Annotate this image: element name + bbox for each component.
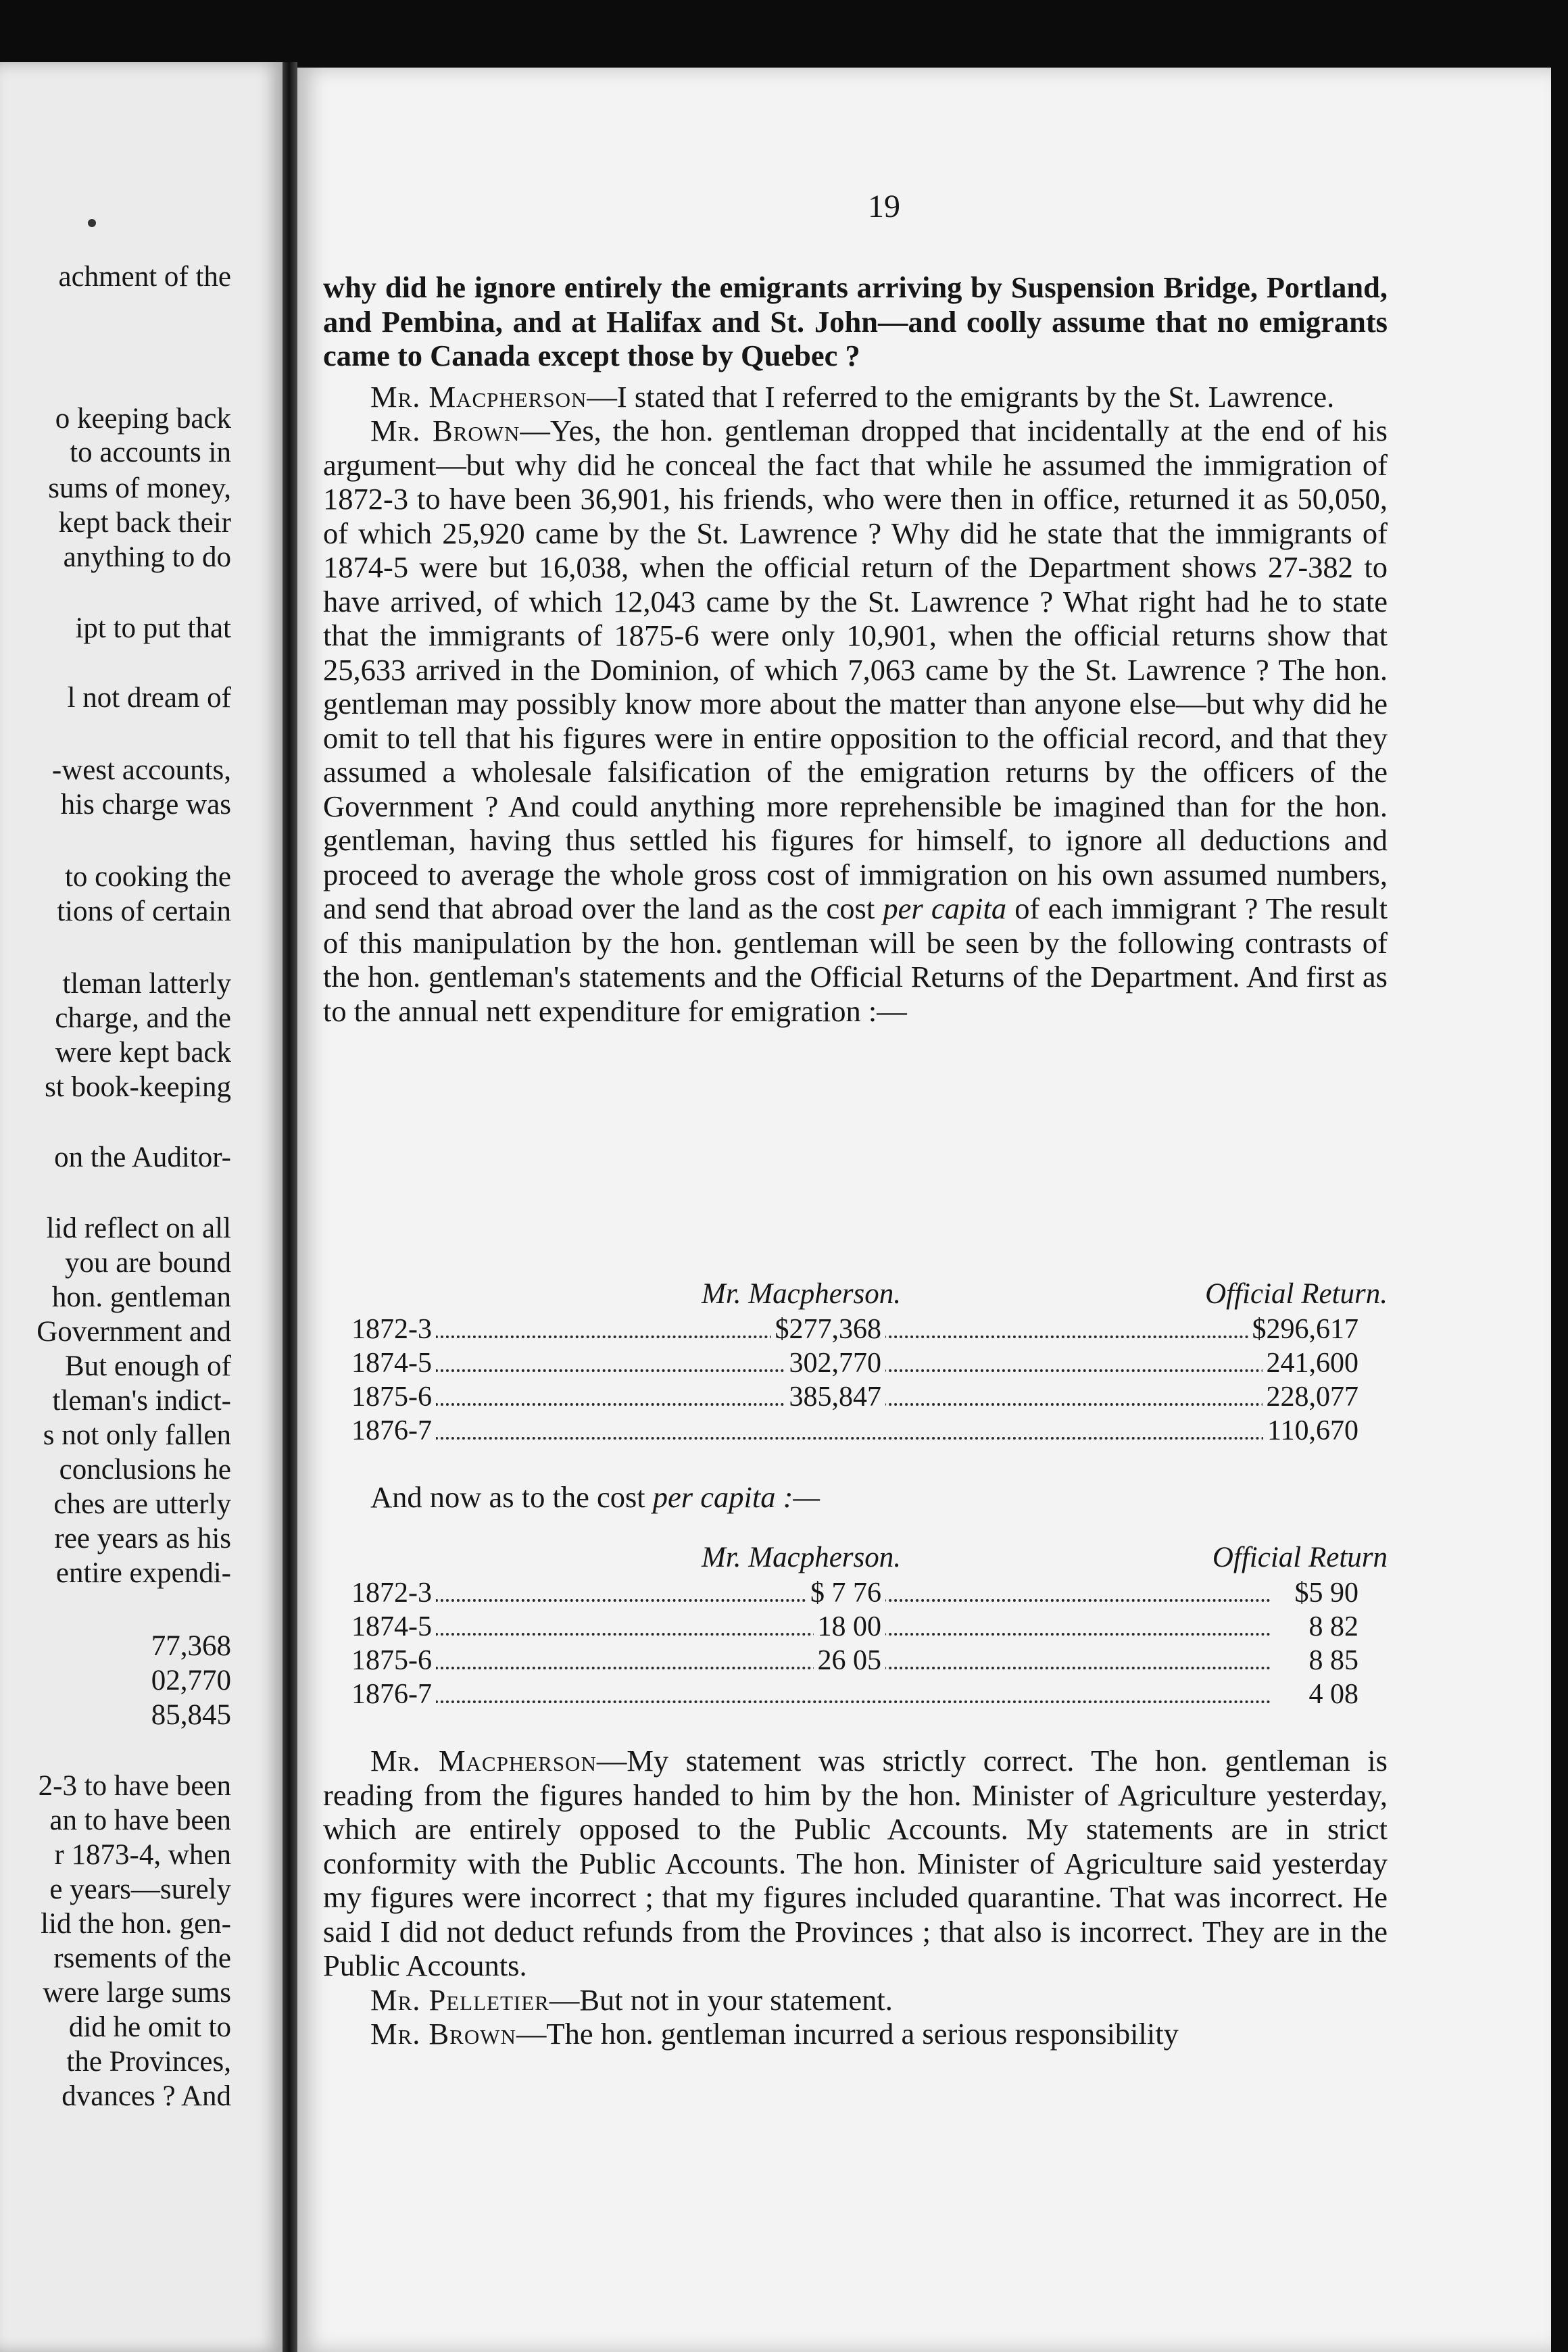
row-macpherson-value: $277,368 (771, 1313, 886, 1346)
left-page-fragment: charge, and the (55, 1002, 231, 1034)
left-page-fragment: anything to do (63, 541, 231, 573)
table-row (351, 1380, 1358, 1414)
table-row (351, 1414, 1358, 1448)
left-page-fragment: to cooking the (64, 861, 231, 893)
speaker-name: Mr. Pelletier (370, 1982, 549, 2017)
left-page-fragment: achment of the (58, 261, 231, 293)
leader-dots (419, 1437, 1271, 1440)
main-page (297, 68, 1551, 2352)
italic-term: per capita (883, 891, 1007, 925)
left-page-fragment: rsements of the (53, 1942, 231, 1974)
left-page-fragment: ches are utterly (53, 1488, 231, 1520)
left-page-fragment: the Provinces, (66, 2046, 231, 2078)
table2-header (323, 1541, 1388, 1576)
row-official-value: 241,600 (1263, 1346, 1359, 1380)
table1-header (323, 1277, 1388, 1313)
table1-col-official: Official Return. (1205, 1278, 1388, 1310)
row-official-value: $296,617 (1248, 1313, 1359, 1346)
left-page-fragment: e years—surely (49, 1873, 231, 1905)
speaker-name: Mr. Macpherson (370, 1744, 597, 1778)
left-page-fragment: ipt to put that (75, 612, 231, 644)
book-gutter (283, 62, 297, 2352)
left-page-fragment: Government and (36, 1316, 231, 1348)
table1-col-macpherson: Mr. Macpherson. (702, 1278, 901, 1310)
left-page-fragment: did he omit to (68, 2011, 231, 2043)
row-year: 1876-7 (351, 1677, 436, 1711)
row-official-value: 110,670 (1263, 1414, 1358, 1448)
left-page-fragment: tions of certain (57, 896, 231, 927)
speaker-name: Mr. Brown (370, 2017, 516, 2051)
left-page-fragment: 2-3 to have been (38, 1770, 231, 1802)
per-capita-table (351, 1576, 1358, 1711)
left-page-fragment: an to have been (49, 1805, 231, 1836)
left-page-fragment: 77,368 (151, 1630, 231, 1662)
left-page-fragment: st book-keeping (45, 1071, 231, 1103)
left-page-fragment: sums of money, (48, 472, 231, 504)
table-row (351, 1346, 1358, 1380)
left-page-fragment: tleman latterly (62, 968, 231, 1000)
left-facing-page (0, 62, 283, 2352)
italic-term: per capita :— (652, 1480, 820, 1514)
row-macpherson-value: 385,847 (785, 1380, 886, 1414)
left-page-fragment: ree years as his (54, 1523, 231, 1554)
table-row (351, 1576, 1358, 1610)
left-page-fragment: l not dream of (67, 682, 231, 714)
table-row (351, 1677, 1358, 1711)
leader-dots (419, 1700, 1271, 1703)
table-row (351, 1644, 1358, 1677)
body-text-bottom (323, 1744, 1388, 2051)
row-official-value: 8 85 (1305, 1644, 1359, 1677)
left-page-fragment: hon. gentleman (51, 1281, 231, 1313)
expenditure-table (351, 1313, 1358, 1448)
speaker-name: Mr. Brown (370, 414, 520, 447)
paragraph-1: why did he ignore entirely the emigrants arriving by Suspension Bridge, Portland, and Pembina, and at Halifax and St. John—and coolly assume that no emigrants came to Canada except those by Quebec ? (323, 270, 1388, 372)
left-page-fragment: dvances ? And (62, 2080, 231, 2112)
speech-text: —But not in your statement. (549, 1982, 893, 2017)
speech-text: —I stated that I referred to the emigrants by the St. Lawrence. (587, 379, 1335, 414)
left-page-fragment: were large sums (43, 1977, 231, 2009)
speech-text: —Yes, the hon. gentleman dropped that incidentally at the end of his argument—but why did he conceal the fact that while he assumed the immigration of 1872-3 to have been 36,901, his friends, who were then in office, returned it as 50,050, of which 25,920 came by the St. Lawrence ? Why did he state that the immigrants of 1874-5 were but 16,038, when the official return of the Department shows 27-382 to have arrived, of which 12,043 came by the St. Lawrence ? What right had he to state that the immigrants of 1875-6 were only 10,901, when the official returns show that 25,633 arrived in the Dominion, of which 7,063 came by the St. Lawrence ? The hon. gentleman may possibly know more about the matter than anyone else—but why did he omit to tell that his figures were in entire opposition to the official record, and that they assumed a wholesale falsification of the emigration returns by the officers of the Government ? And could anything more reprehensible be imagined than for the hon. gentleman, having thus settled his figures for himself, to ignore all deductions and proceed to average the whole gross cost of immigration on his own assumed numbers, and send that abroad over the land as the cost (323, 414, 1388, 925)
left-page-fragment: kept back their (58, 507, 231, 539)
table-row (351, 1610, 1358, 1644)
table-row (351, 1313, 1358, 1346)
intro-text: And now as to the cost (370, 1480, 653, 1514)
page-number: 19 (868, 189, 900, 224)
left-page-fragment: lid the hon. gen- (41, 1908, 231, 1940)
row-official-value: $5 90 (1291, 1576, 1359, 1610)
left-page-fragment: his charge was (60, 789, 231, 820)
body-text-top (323, 270, 1388, 1028)
left-page-fragment: But enough of (64, 1350, 231, 1382)
paragraph-5 (323, 1744, 1388, 1983)
row-year: 1874-5 (351, 1610, 436, 1644)
left-page-fragment: 85,845 (151, 1699, 231, 1731)
row-official-value: 8 82 (1305, 1610, 1359, 1644)
left-page-fragment: r 1873-4, when (54, 1839, 231, 1871)
left-page-fragment: o keeping back (55, 403, 231, 435)
row-macpherson-value: $ 7 76 (806, 1576, 885, 1610)
left-page-fragment: lid reflect on all (46, 1212, 231, 1244)
row-year: 1876-7 (351, 1414, 436, 1448)
row-macpherson-value: 302,770 (785, 1346, 886, 1380)
paragraph-3 (323, 414, 1388, 1028)
left-page-fragment: on the Auditor- (54, 1142, 231, 1173)
left-page-fragment: conclusions he (59, 1454, 231, 1486)
row-macpherson-value: 26 05 (814, 1644, 886, 1677)
row-official-value: 4 08 (1305, 1677, 1359, 1711)
table2-col-macpherson: Mr. Macpherson. (702, 1542, 901, 1573)
row-official-value: 228,077 (1263, 1380, 1359, 1414)
row-macpherson-value: 18 00 (814, 1610, 886, 1644)
row-year: 1872-3 (351, 1576, 436, 1610)
paragraph-2 (323, 380, 1388, 414)
left-page-fragment: -west accounts, (51, 754, 231, 786)
speaker-name: Mr. Macpherson (370, 379, 587, 414)
speech-text: —My statement was strictly correct. The hon. gentleman is reading from the figures handed to him by the hon. Minister of Agriculture yesterday, which are entirely opposed to the Public Accounts. My statements are in strict conformity with the Public Accounts. The hon. Minister of Agriculture said yesterday my figures were incorrect ; that my figures included quarantine. That was incorrect. He said I did not deduct refunds from the Provinces ; that also is incorrect. They are in the Public Accounts. (323, 1744, 1388, 1982)
left-page-fragment: entire expendi- (55, 1557, 231, 1589)
row-year: 1872-3 (351, 1313, 436, 1346)
table2-col-official: Official Return (1212, 1542, 1388, 1573)
left-page-fragment: s not only fallen (43, 1419, 231, 1451)
left-page-fragment: tleman's indict- (52, 1385, 231, 1417)
speech-text: of each immigrant ? The result of this manipulation by the hon. gentleman will be seen by the following contrasts of the hon. gentleman's statements and the Official Returns of the Department. And first as to the annual nett expenditure for emigration :— (323, 891, 1388, 1028)
paragraph-7 (323, 2017, 1388, 2051)
ink-dot (88, 219, 96, 227)
speech-text: —The hon. gentleman incurred a serious responsibility (516, 2017, 1179, 2051)
left-page-fragment: you are bound (65, 1247, 231, 1279)
left-page-fragment: were kept back (55, 1037, 231, 1069)
row-year: 1874-5 (351, 1346, 436, 1380)
left-page-fragment: to accounts in (70, 437, 231, 468)
paragraph-6 (323, 1983, 1388, 2017)
row-year: 1875-6 (351, 1380, 436, 1414)
per-capita-intro (323, 1480, 1388, 1515)
row-year: 1875-6 (351, 1644, 436, 1677)
left-page-fragment: 02,770 (151, 1665, 231, 1696)
